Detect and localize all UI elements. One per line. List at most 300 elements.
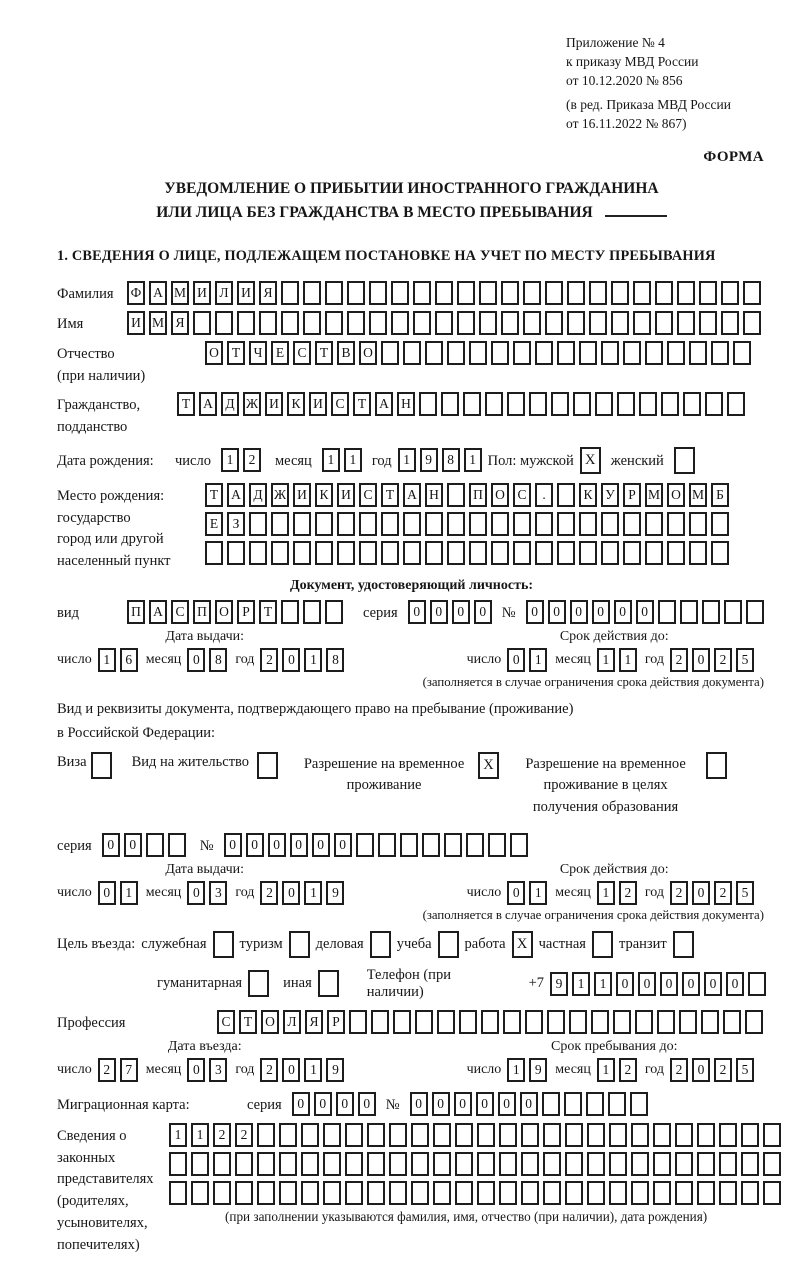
- char-cell[interactable]: [601, 512, 619, 536]
- char-cell[interactable]: С: [359, 483, 377, 507]
- char-cell[interactable]: 2: [260, 881, 278, 905]
- char-cell[interactable]: 0: [548, 600, 566, 624]
- char-cell[interactable]: 1: [594, 972, 612, 996]
- purpose-study-checkbox[interactable]: [438, 931, 459, 958]
- char-cell[interactable]: [743, 281, 761, 305]
- char-cell[interactable]: [477, 1152, 495, 1176]
- char-cell[interactable]: [579, 541, 597, 565]
- char-cell[interactable]: Б: [711, 483, 729, 507]
- char-cell[interactable]: 2: [98, 1058, 116, 1082]
- char-cell[interactable]: [727, 392, 745, 416]
- char-cell[interactable]: [191, 1152, 209, 1176]
- char-cell[interactable]: 0: [726, 972, 744, 996]
- char-cell[interactable]: [433, 1123, 451, 1147]
- char-cell[interactable]: 0: [268, 833, 286, 857]
- char-cell[interactable]: [479, 311, 497, 335]
- char-cell[interactable]: [543, 1123, 561, 1147]
- purpose-other-checkbox[interactable]: [318, 970, 339, 997]
- char-cell[interactable]: [724, 600, 742, 624]
- char-cell[interactable]: 2: [714, 648, 732, 672]
- char-cell[interactable]: Ж: [243, 392, 261, 416]
- char-cell[interactable]: [367, 1152, 385, 1176]
- char-cell[interactable]: 8: [326, 648, 344, 672]
- char-cell[interactable]: [271, 541, 289, 565]
- char-cell[interactable]: [369, 281, 387, 305]
- char-cell[interactable]: 0: [520, 1092, 538, 1116]
- char-cell[interactable]: [719, 1123, 737, 1147]
- char-cell[interactable]: Е: [271, 341, 289, 365]
- purpose-tourism-checkbox[interactable]: [289, 931, 310, 958]
- char-cell[interactable]: [699, 281, 717, 305]
- char-cell[interactable]: [315, 541, 333, 565]
- char-cell[interactable]: М: [689, 483, 707, 507]
- char-cell[interactable]: 0: [526, 600, 544, 624]
- purpose-official-checkbox[interactable]: [213, 931, 234, 958]
- char-cell[interactable]: Р: [327, 1010, 345, 1034]
- char-cell[interactable]: [301, 1181, 319, 1205]
- char-cell[interactable]: 5: [736, 881, 754, 905]
- char-cell[interactable]: [529, 392, 547, 416]
- char-cell[interactable]: [391, 311, 409, 335]
- char-cell[interactable]: [257, 1123, 275, 1147]
- char-cell[interactable]: 0: [187, 648, 205, 672]
- char-cell[interactable]: [215, 311, 233, 335]
- char-cell[interactable]: 2: [260, 1058, 278, 1082]
- char-cell[interactable]: [711, 512, 729, 536]
- char-cell[interactable]: Т: [353, 392, 371, 416]
- char-cell[interactable]: [337, 541, 355, 565]
- char-cell[interactable]: 1: [507, 1058, 525, 1082]
- char-cell[interactable]: [389, 1152, 407, 1176]
- char-cell[interactable]: Л: [215, 281, 233, 305]
- char-cell[interactable]: [345, 1152, 363, 1176]
- char-cell[interactable]: К: [579, 483, 597, 507]
- char-cell[interactable]: 2: [243, 448, 261, 472]
- char-cell[interactable]: 9: [326, 1058, 344, 1082]
- visa-checkbox[interactable]: [91, 752, 112, 779]
- char-cell[interactable]: [623, 512, 641, 536]
- char-cell[interactable]: [389, 1123, 407, 1147]
- char-cell[interactable]: [323, 1152, 341, 1176]
- char-cell[interactable]: [441, 392, 459, 416]
- char-cell[interactable]: [400, 833, 418, 857]
- char-cell[interactable]: [455, 1152, 473, 1176]
- char-cell[interactable]: 3: [209, 881, 227, 905]
- char-cell[interactable]: [279, 1123, 297, 1147]
- char-cell[interactable]: 0: [452, 600, 470, 624]
- char-cell[interactable]: [499, 1123, 517, 1147]
- char-cell[interactable]: [293, 512, 311, 536]
- char-cell[interactable]: Р: [237, 600, 255, 624]
- char-cell[interactable]: [675, 1152, 693, 1176]
- char-cell[interactable]: [645, 512, 663, 536]
- char-cell[interactable]: О: [205, 341, 223, 365]
- char-cell[interactable]: [697, 1181, 715, 1205]
- char-cell[interactable]: [611, 311, 629, 335]
- char-cell[interactable]: Т: [177, 392, 195, 416]
- char-cell[interactable]: 1: [529, 881, 547, 905]
- char-cell[interactable]: [457, 281, 475, 305]
- char-cell[interactable]: [569, 1010, 587, 1034]
- char-cell[interactable]: [746, 600, 764, 624]
- char-cell[interactable]: 0: [408, 600, 426, 624]
- char-cell[interactable]: [745, 1010, 763, 1034]
- char-cell[interactable]: [425, 541, 443, 565]
- char-cell[interactable]: 0: [224, 833, 242, 857]
- char-cell[interactable]: [411, 1181, 429, 1205]
- char-cell[interactable]: [689, 512, 707, 536]
- char-cell[interactable]: [699, 311, 717, 335]
- char-cell[interactable]: [315, 512, 333, 536]
- char-cell[interactable]: 1: [464, 448, 482, 472]
- char-cell[interactable]: [655, 311, 673, 335]
- char-cell[interactable]: [485, 392, 503, 416]
- char-cell[interactable]: 0: [124, 833, 142, 857]
- char-cell[interactable]: [523, 311, 541, 335]
- char-cell[interactable]: С: [513, 483, 531, 507]
- char-cell[interactable]: [639, 392, 657, 416]
- char-cell[interactable]: 2: [670, 1058, 688, 1082]
- char-cell[interactable]: 1: [322, 448, 340, 472]
- char-cell[interactable]: 2: [619, 1058, 637, 1082]
- char-cell[interactable]: К: [315, 483, 333, 507]
- char-cell[interactable]: 1: [398, 448, 416, 472]
- char-cell[interactable]: 2: [670, 648, 688, 672]
- char-cell[interactable]: [741, 1181, 759, 1205]
- char-cell[interactable]: [557, 541, 575, 565]
- char-cell[interactable]: [567, 311, 585, 335]
- char-cell[interactable]: 1: [98, 648, 116, 672]
- char-cell[interactable]: [677, 281, 695, 305]
- char-cell[interactable]: В: [337, 341, 355, 365]
- char-cell[interactable]: [609, 1123, 627, 1147]
- purpose-business-checkbox[interactable]: [370, 931, 391, 958]
- char-cell[interactable]: [591, 1010, 609, 1034]
- char-cell[interactable]: 2: [235, 1123, 253, 1147]
- char-cell[interactable]: 1: [304, 1058, 322, 1082]
- char-cell[interactable]: [499, 1181, 517, 1205]
- char-cell[interactable]: [535, 512, 553, 536]
- char-cell[interactable]: [579, 341, 597, 365]
- char-cell[interactable]: [721, 281, 739, 305]
- char-cell[interactable]: [748, 972, 766, 996]
- char-cell[interactable]: 2: [670, 881, 688, 905]
- char-cell[interactable]: [235, 1152, 253, 1176]
- char-cell[interactable]: [191, 1181, 209, 1205]
- char-cell[interactable]: [679, 1010, 697, 1034]
- char-cell[interactable]: [609, 1152, 627, 1176]
- temp-residence-edu-checkbox[interactable]: [706, 752, 727, 779]
- char-cell[interactable]: [719, 1181, 737, 1205]
- char-cell[interactable]: [433, 1152, 451, 1176]
- char-cell[interactable]: [205, 541, 223, 565]
- char-cell[interactable]: [589, 311, 607, 335]
- residence-permit-checkbox[interactable]: [257, 752, 278, 779]
- char-cell[interactable]: 0: [312, 833, 330, 857]
- char-cell[interactable]: [521, 1152, 539, 1176]
- char-cell[interactable]: Я: [259, 281, 277, 305]
- char-cell[interactable]: 2: [714, 881, 732, 905]
- char-cell[interactable]: 0: [638, 972, 656, 996]
- char-cell[interactable]: Д: [221, 392, 239, 416]
- char-cell[interactable]: [477, 1123, 495, 1147]
- char-cell[interactable]: [542, 1092, 560, 1116]
- char-cell[interactable]: [303, 600, 321, 624]
- char-cell[interactable]: [711, 341, 729, 365]
- char-cell[interactable]: [701, 1010, 719, 1034]
- purpose-transit-checkbox[interactable]: [673, 931, 694, 958]
- char-cell[interactable]: И: [237, 281, 255, 305]
- char-cell[interactable]: [523, 281, 541, 305]
- char-cell[interactable]: [675, 1181, 693, 1205]
- char-cell[interactable]: Т: [259, 600, 277, 624]
- char-cell[interactable]: 9: [420, 448, 438, 472]
- char-cell[interactable]: [325, 311, 343, 335]
- char-cell[interactable]: 0: [334, 833, 352, 857]
- purpose-private-checkbox[interactable]: [592, 931, 613, 958]
- char-cell[interactable]: 5: [736, 648, 754, 672]
- char-cell[interactable]: [658, 600, 676, 624]
- char-cell[interactable]: 0: [692, 1058, 710, 1082]
- char-cell[interactable]: 5: [736, 1058, 754, 1082]
- char-cell[interactable]: [425, 512, 443, 536]
- char-cell[interactable]: [579, 512, 597, 536]
- char-cell[interactable]: [507, 392, 525, 416]
- char-cell[interactable]: Л: [283, 1010, 301, 1034]
- char-cell[interactable]: И: [193, 281, 211, 305]
- char-cell[interactable]: [437, 1010, 455, 1034]
- char-cell[interactable]: [587, 1181, 605, 1205]
- char-cell[interactable]: [349, 1010, 367, 1034]
- char-cell[interactable]: Я: [305, 1010, 323, 1034]
- char-cell[interactable]: Ж: [271, 483, 289, 507]
- char-cell[interactable]: З: [227, 512, 245, 536]
- char-cell[interactable]: [653, 1123, 671, 1147]
- char-cell[interactable]: 0: [660, 972, 678, 996]
- char-cell[interactable]: [447, 541, 465, 565]
- char-cell[interactable]: П: [127, 600, 145, 624]
- char-cell[interactable]: М: [149, 311, 167, 335]
- char-cell[interactable]: 0: [636, 600, 654, 624]
- char-cell[interactable]: Е: [205, 512, 223, 536]
- char-cell[interactable]: [630, 1092, 648, 1116]
- char-cell[interactable]: А: [149, 600, 167, 624]
- char-cell[interactable]: [763, 1181, 781, 1205]
- char-cell[interactable]: [193, 311, 211, 335]
- char-cell[interactable]: С: [331, 392, 349, 416]
- char-cell[interactable]: [325, 281, 343, 305]
- char-cell[interactable]: [631, 1123, 649, 1147]
- char-cell[interactable]: [435, 281, 453, 305]
- char-cell[interactable]: [257, 1181, 275, 1205]
- purpose-humanitarian-checkbox[interactable]: [248, 970, 269, 997]
- char-cell[interactable]: Н: [425, 483, 443, 507]
- char-cell[interactable]: [249, 512, 267, 536]
- char-cell[interactable]: [479, 281, 497, 305]
- char-cell[interactable]: [381, 512, 399, 536]
- char-cell[interactable]: [403, 541, 421, 565]
- char-cell[interactable]: [249, 541, 267, 565]
- char-cell[interactable]: С: [217, 1010, 235, 1034]
- char-cell[interactable]: .: [535, 483, 553, 507]
- char-cell[interactable]: 1: [304, 648, 322, 672]
- char-cell[interactable]: [235, 1181, 253, 1205]
- char-cell[interactable]: О: [667, 483, 685, 507]
- char-cell[interactable]: [293, 541, 311, 565]
- char-cell[interactable]: С: [171, 600, 189, 624]
- char-cell[interactable]: 1: [169, 1123, 187, 1147]
- char-cell[interactable]: Я: [171, 311, 189, 335]
- char-cell[interactable]: [535, 541, 553, 565]
- char-cell[interactable]: [168, 833, 186, 857]
- char-cell[interactable]: П: [193, 600, 211, 624]
- char-cell[interactable]: [411, 1123, 429, 1147]
- char-cell[interactable]: [635, 1010, 653, 1034]
- char-cell[interactable]: 0: [187, 881, 205, 905]
- char-cell[interactable]: [419, 392, 437, 416]
- char-cell[interactable]: С: [293, 341, 311, 365]
- char-cell[interactable]: 0: [592, 600, 610, 624]
- char-cell[interactable]: У: [601, 483, 619, 507]
- char-cell[interactable]: [589, 281, 607, 305]
- char-cell[interactable]: [557, 341, 575, 365]
- char-cell[interactable]: 1: [120, 881, 138, 905]
- char-cell[interactable]: [697, 1123, 715, 1147]
- char-cell[interactable]: 0: [410, 1092, 428, 1116]
- char-cell[interactable]: [415, 1010, 433, 1034]
- char-cell[interactable]: Ч: [249, 341, 267, 365]
- char-cell[interactable]: Р: [623, 483, 641, 507]
- char-cell[interactable]: 0: [498, 1092, 516, 1116]
- char-cell[interactable]: [609, 1181, 627, 1205]
- char-cell[interactable]: [763, 1152, 781, 1176]
- char-cell[interactable]: [491, 512, 509, 536]
- char-cell[interactable]: [565, 1152, 583, 1176]
- char-cell[interactable]: [653, 1152, 671, 1176]
- char-cell[interactable]: [521, 1123, 539, 1147]
- char-cell[interactable]: [551, 392, 569, 416]
- char-cell[interactable]: [447, 483, 465, 507]
- char-cell[interactable]: [491, 341, 509, 365]
- char-cell[interactable]: 9: [529, 1058, 547, 1082]
- char-cell[interactable]: [279, 1181, 297, 1205]
- char-cell[interactable]: 9: [550, 972, 568, 996]
- char-cell[interactable]: [413, 311, 431, 335]
- char-cell[interactable]: [213, 1181, 231, 1205]
- char-cell[interactable]: [367, 1123, 385, 1147]
- char-cell[interactable]: [655, 281, 673, 305]
- char-cell[interactable]: [763, 1123, 781, 1147]
- char-cell[interactable]: [510, 833, 528, 857]
- char-cell[interactable]: [499, 1152, 517, 1176]
- char-cell[interactable]: 0: [432, 1092, 450, 1116]
- char-cell[interactable]: 0: [474, 600, 492, 624]
- char-cell[interactable]: [653, 1181, 671, 1205]
- char-cell[interactable]: 6: [120, 648, 138, 672]
- char-cell[interactable]: [521, 1181, 539, 1205]
- char-cell[interactable]: 0: [692, 648, 710, 672]
- char-cell[interactable]: К: [287, 392, 305, 416]
- char-cell[interactable]: [617, 392, 635, 416]
- char-cell[interactable]: [513, 341, 531, 365]
- char-cell[interactable]: [369, 311, 387, 335]
- char-cell[interactable]: [702, 600, 720, 624]
- char-cell[interactable]: 8: [442, 448, 460, 472]
- char-cell[interactable]: [345, 1123, 363, 1147]
- sex-male-checkbox[interactable]: X: [580, 447, 601, 474]
- char-cell[interactable]: [633, 281, 651, 305]
- char-cell[interactable]: [719, 1152, 737, 1176]
- char-cell[interactable]: [257, 1152, 275, 1176]
- char-cell[interactable]: [608, 1092, 626, 1116]
- purpose-work-checkbox[interactable]: X: [512, 931, 533, 958]
- temp-residence-checkbox[interactable]: X: [478, 752, 499, 779]
- char-cell[interactable]: [631, 1181, 649, 1205]
- char-cell[interactable]: 0: [292, 1092, 310, 1116]
- char-cell[interactable]: [667, 512, 685, 536]
- char-cell[interactable]: [281, 600, 299, 624]
- char-cell[interactable]: 0: [102, 833, 120, 857]
- char-cell[interactable]: [281, 311, 299, 335]
- char-cell[interactable]: [367, 1181, 385, 1205]
- char-cell[interactable]: И: [265, 392, 283, 416]
- char-cell[interactable]: [545, 311, 563, 335]
- char-cell[interactable]: 2: [260, 648, 278, 672]
- char-cell[interactable]: [271, 512, 289, 536]
- char-cell[interactable]: [667, 341, 685, 365]
- char-cell[interactable]: [564, 1092, 582, 1116]
- char-cell[interactable]: 1: [597, 648, 615, 672]
- char-cell[interactable]: [347, 281, 365, 305]
- char-cell[interactable]: [422, 833, 440, 857]
- char-cell[interactable]: [477, 1181, 495, 1205]
- char-cell[interactable]: М: [645, 483, 663, 507]
- char-cell[interactable]: [391, 281, 409, 305]
- char-cell[interactable]: [545, 281, 563, 305]
- char-cell[interactable]: 0: [282, 1058, 300, 1082]
- char-cell[interactable]: [503, 1010, 521, 1034]
- char-cell[interactable]: О: [491, 483, 509, 507]
- char-cell[interactable]: 0: [704, 972, 722, 996]
- char-cell[interactable]: [359, 512, 377, 536]
- char-cell[interactable]: [411, 1152, 429, 1176]
- char-cell[interactable]: 0: [336, 1092, 354, 1116]
- char-cell[interactable]: [535, 341, 553, 365]
- char-cell[interactable]: [513, 512, 531, 536]
- char-cell[interactable]: [378, 833, 396, 857]
- char-cell[interactable]: 0: [692, 881, 710, 905]
- char-cell[interactable]: [389, 1181, 407, 1205]
- char-cell[interactable]: 1: [191, 1123, 209, 1147]
- char-cell[interactable]: [433, 1181, 451, 1205]
- char-cell[interactable]: [455, 1123, 473, 1147]
- char-cell[interactable]: 2: [714, 1058, 732, 1082]
- char-cell[interactable]: [323, 1123, 341, 1147]
- char-cell[interactable]: 0: [187, 1058, 205, 1082]
- char-cell[interactable]: О: [359, 341, 377, 365]
- char-cell[interactable]: [481, 1010, 499, 1034]
- char-cell[interactable]: [469, 512, 487, 536]
- char-cell[interactable]: Т: [381, 483, 399, 507]
- char-cell[interactable]: [213, 1152, 231, 1176]
- char-cell[interactable]: [733, 341, 751, 365]
- char-cell[interactable]: [573, 392, 591, 416]
- char-cell[interactable]: [425, 341, 443, 365]
- char-cell[interactable]: 1: [221, 448, 239, 472]
- char-cell[interactable]: 0: [98, 881, 116, 905]
- char-cell[interactable]: 1: [597, 881, 615, 905]
- char-cell[interactable]: [601, 541, 619, 565]
